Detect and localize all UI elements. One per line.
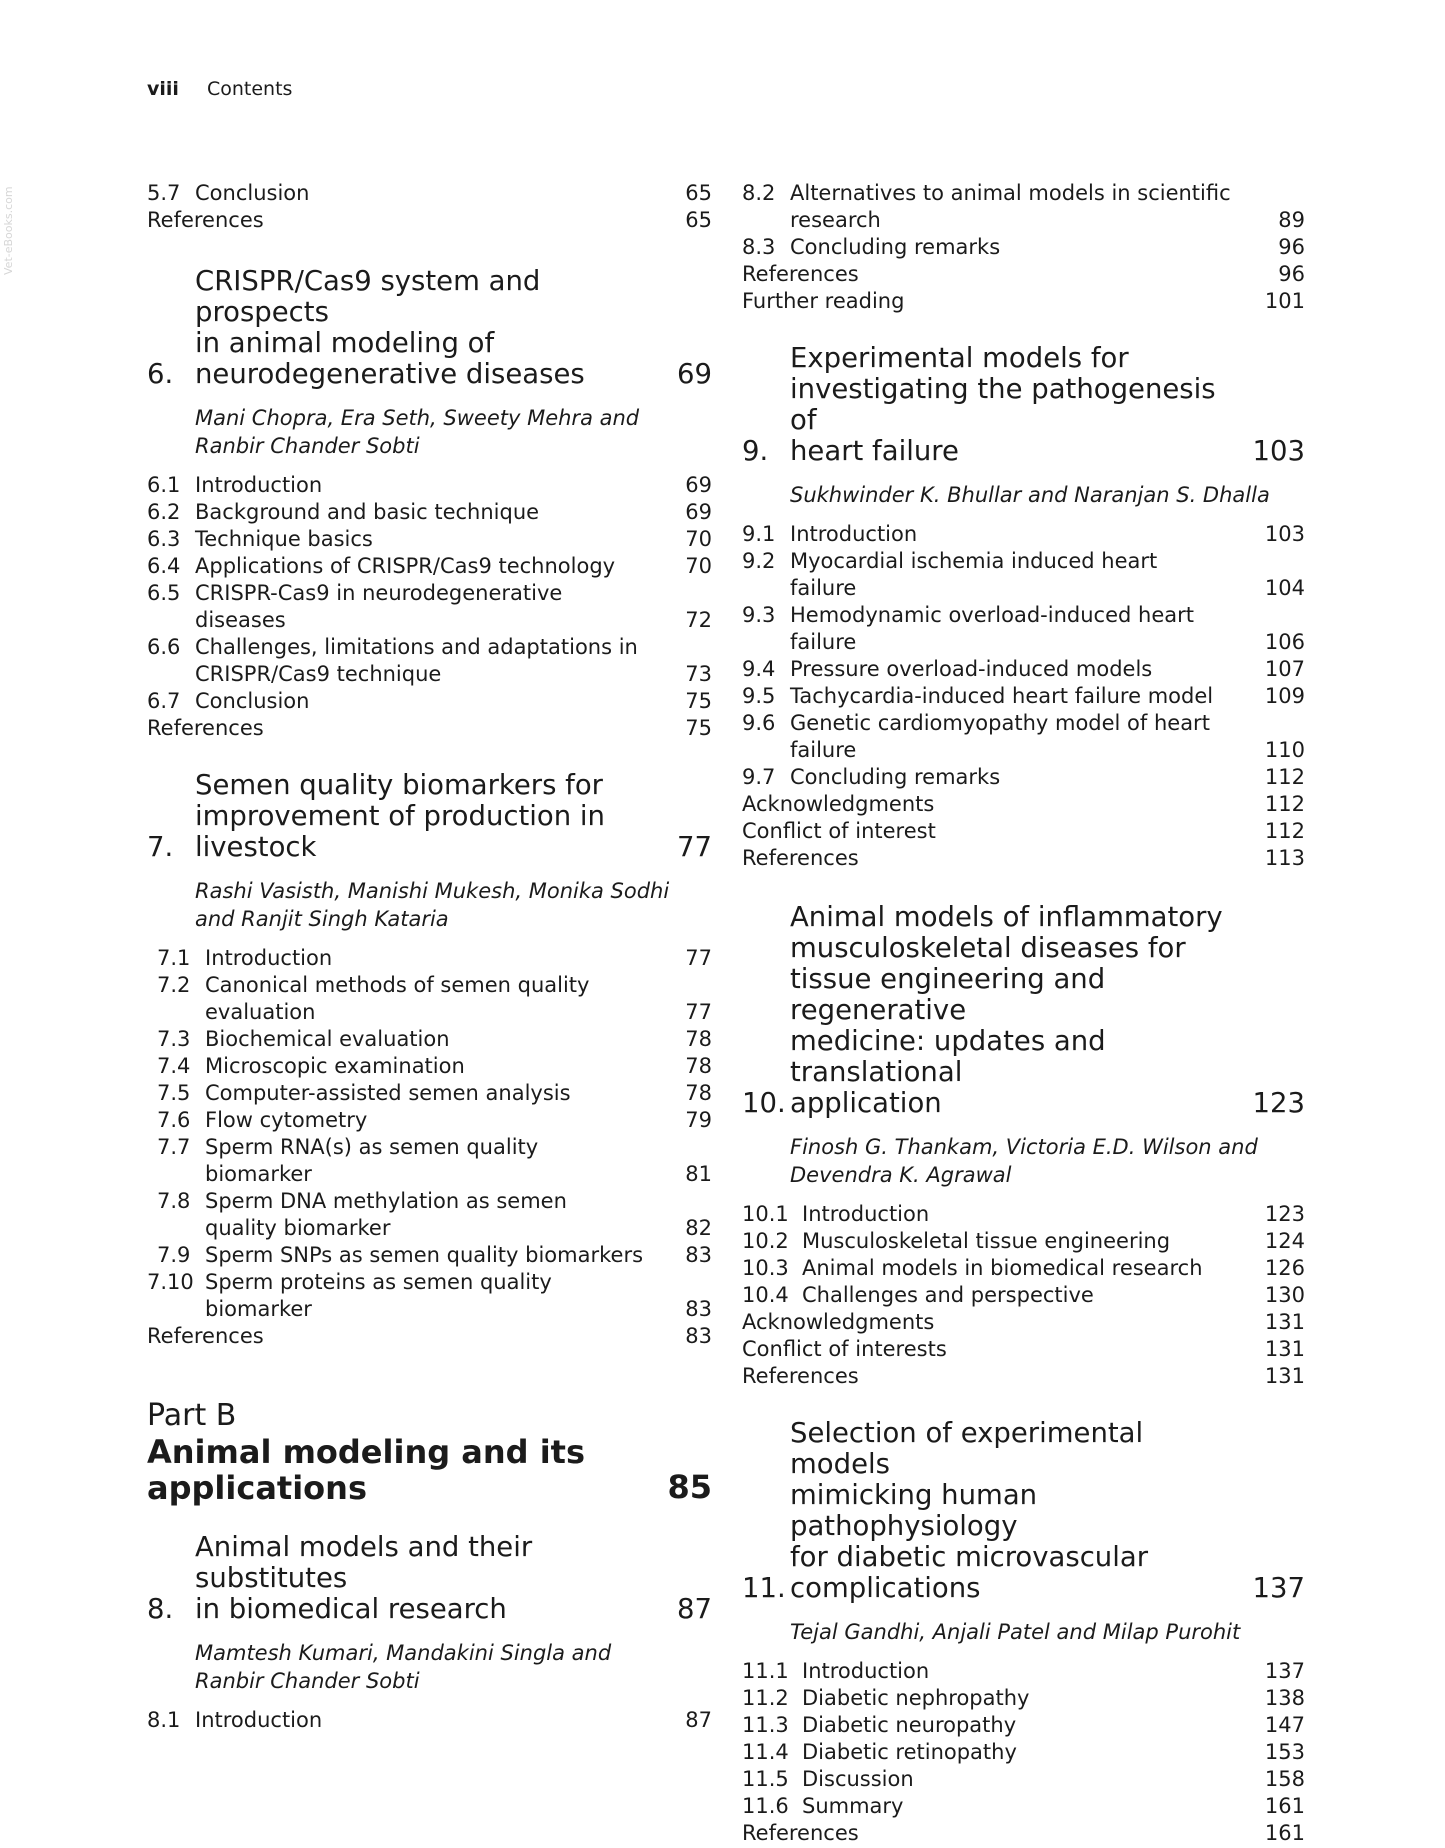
toc-entry[interactable] bbox=[147, 1323, 712, 1350]
entry-page: 112 bbox=[1264, 792, 1305, 816]
entry-title: Challenges, limitations and adaptations in bbox=[195, 635, 638, 659]
toc-entry[interactable] bbox=[742, 845, 1305, 872]
entry-page: 103 bbox=[1264, 522, 1305, 546]
entry-title: Biochemical evaluation bbox=[205, 1027, 450, 1051]
author-line: Ranbir Chander Sobti bbox=[195, 434, 420, 458]
entry-title: References bbox=[147, 208, 264, 232]
toc-entry[interactable] bbox=[147, 1053, 712, 1080]
chapter-title-line: tissue engineering and regenerative bbox=[790, 963, 1106, 1026]
toc-entry[interactable] bbox=[742, 1309, 1305, 1336]
entry-title: Introduction bbox=[205, 946, 333, 970]
entry-title: Introduction bbox=[802, 1659, 930, 1683]
entry-page: 123 bbox=[1264, 1202, 1305, 1226]
running-header bbox=[147, 78, 292, 100]
author-line: Mamtesh Kumari, Mandakini Singla and bbox=[195, 1641, 612, 1665]
chapter-title-line: Animal models of inflammatory bbox=[790, 901, 1223, 933]
entry-page: 73 bbox=[685, 662, 712, 686]
header-title: Contents bbox=[206, 78, 293, 100]
chapter-title-line: in animal modeling of bbox=[195, 327, 495, 359]
entry-number: 11.4 bbox=[742, 1740, 789, 1764]
chapter-title-line: livestock bbox=[195, 831, 317, 863]
entry-page: 70 bbox=[685, 554, 712, 578]
entry-page: 113 bbox=[1264, 846, 1305, 870]
entry-page: 82 bbox=[685, 1216, 712, 1240]
entry-title: Pressure overload-induced models bbox=[790, 657, 1153, 681]
toc-entry[interactable] bbox=[147, 945, 712, 972]
entry-page: 96 bbox=[1278, 262, 1305, 286]
chapter-number: 6. bbox=[147, 358, 174, 390]
entry-number: 7.6 bbox=[157, 1108, 191, 1132]
entry-page: 107 bbox=[1264, 657, 1305, 681]
entry-title: Musculoskeletal tissue engineering bbox=[802, 1229, 1171, 1253]
toc-entry[interactable] bbox=[147, 715, 712, 742]
entry-title-cont: failure bbox=[790, 738, 857, 762]
toc-entry[interactable] bbox=[742, 1793, 1305, 1820]
toc-entry[interactable] bbox=[742, 521, 1305, 548]
toc-entry[interactable] bbox=[742, 548, 1305, 602]
chapter-title-line: mimicking human pathophysiology bbox=[790, 1479, 1038, 1542]
part-title-line: applications bbox=[147, 1469, 367, 1507]
entry-number: 9.4 bbox=[742, 657, 776, 681]
chapter-page: 69 bbox=[677, 358, 712, 390]
toc-entry[interactable] bbox=[147, 1188, 712, 1242]
toc-entry[interactable] bbox=[147, 553, 712, 580]
entry-number: 6.7 bbox=[147, 689, 181, 713]
toc-entry[interactable] bbox=[742, 1228, 1305, 1255]
toc-entry[interactable] bbox=[742, 1201, 1305, 1228]
entry-number: 10.4 bbox=[742, 1283, 789, 1307]
entry-number: 7.8 bbox=[157, 1189, 191, 1213]
entry-page: 147 bbox=[1264, 1713, 1305, 1737]
chapter-page: 123 bbox=[1252, 1087, 1305, 1119]
entry-title: Microscopic examination bbox=[205, 1054, 465, 1078]
part-page: 85 bbox=[667, 1468, 712, 1506]
entry-number: 7.2 bbox=[157, 973, 191, 997]
entry-title: Animal models in biomedical research bbox=[802, 1256, 1203, 1280]
entry-title: CRISPR-Cas9 in neurodegenerative bbox=[195, 581, 563, 605]
toc-entry[interactable] bbox=[742, 764, 1305, 791]
entry-page: 69 bbox=[685, 500, 712, 524]
entry-number: 6.2 bbox=[147, 500, 181, 524]
entry-title: Tachycardia-induced heart failure model bbox=[790, 684, 1214, 708]
entry-title: Flow cytometry bbox=[205, 1108, 368, 1132]
part-label: Part B bbox=[147, 1398, 237, 1433]
entry-page: 96 bbox=[1278, 235, 1305, 259]
entry-page: 110 bbox=[1264, 738, 1305, 762]
chapter-heading[interactable] bbox=[742, 343, 1305, 467]
toc-entry[interactable] bbox=[147, 207, 712, 234]
chapter-authors bbox=[147, 404, 712, 460]
author-line: Mani Chopra, Era Seth, Sweety Mehra and bbox=[195, 406, 640, 430]
entry-title: Conclusion bbox=[195, 689, 310, 713]
chapter-title-line: complications bbox=[790, 1572, 981, 1604]
chapter-number: 9. bbox=[742, 435, 769, 467]
entry-title: Introduction bbox=[790, 522, 918, 546]
entry-page: 161 bbox=[1264, 1794, 1305, 1818]
entry-number: 9.5 bbox=[742, 684, 776, 708]
chapter-title-line: Animal models and their substitutes bbox=[195, 1531, 533, 1594]
toc-entry[interactable] bbox=[742, 791, 1305, 818]
chapter-authors bbox=[147, 1639, 712, 1695]
entry-title-cont: research bbox=[790, 208, 881, 232]
entry-page: 81 bbox=[685, 1162, 712, 1186]
entry-page: 78 bbox=[685, 1054, 712, 1078]
author-line: Finosh G. Thankam, Victoria E.D. Wilson and bbox=[790, 1135, 1258, 1159]
entry-title: Applications of CRISPR/Cas9 technology bbox=[195, 554, 616, 578]
entry-page: 77 bbox=[685, 1000, 712, 1024]
entry-page: 72 bbox=[685, 608, 712, 632]
chapter-heading[interactable] bbox=[147, 770, 712, 863]
chapter-page: 77 bbox=[677, 831, 712, 863]
toc-entry[interactable] bbox=[147, 1107, 712, 1134]
entry-title: Challenges and perspective bbox=[802, 1283, 1094, 1307]
chapter-heading[interactable] bbox=[147, 1532, 712, 1625]
chapter-title-line: Selection of experimental models bbox=[790, 1417, 1144, 1480]
entry-title: Acknowledgments bbox=[742, 792, 935, 816]
entry-page: 78 bbox=[685, 1027, 712, 1051]
entry-title: References bbox=[147, 1324, 264, 1348]
chapter-title-line: medicine: updates and translational bbox=[790, 1025, 1106, 1088]
toc-entry[interactable] bbox=[742, 1363, 1305, 1390]
entry-number: 7.9 bbox=[157, 1243, 191, 1267]
entry-page: 83 bbox=[685, 1243, 712, 1267]
entry-title-cont: failure bbox=[790, 630, 857, 654]
entry-title: Concluding remarks bbox=[790, 235, 1001, 259]
toc-entry[interactable] bbox=[147, 580, 712, 634]
chapter-authors bbox=[147, 877, 712, 933]
author-line: Sukhwinder K. Bhullar and Naranjan S. Dhalla bbox=[790, 483, 1270, 507]
entry-title-cont: diseases bbox=[195, 608, 286, 632]
entry-page: 126 bbox=[1264, 1256, 1305, 1280]
entry-page: 65 bbox=[685, 208, 712, 232]
entry-page: 158 bbox=[1264, 1767, 1305, 1791]
toc-entry[interactable] bbox=[147, 688, 712, 715]
entry-number: 9.7 bbox=[742, 765, 776, 789]
entry-number: 9.6 bbox=[742, 711, 776, 735]
entry-number: 7.4 bbox=[157, 1054, 191, 1078]
toc-entry[interactable] bbox=[147, 634, 712, 688]
entry-number: 11.5 bbox=[742, 1767, 789, 1791]
toc-entry[interactable] bbox=[742, 1685, 1305, 1712]
entry-page: 124 bbox=[1264, 1229, 1305, 1253]
entry-title: Sperm SNPs as semen quality biomarkers bbox=[205, 1243, 644, 1267]
entry-title-cont: quality biomarker bbox=[205, 1216, 391, 1240]
entry-number: 6.4 bbox=[147, 554, 181, 578]
entry-title: Conclusion bbox=[195, 181, 310, 205]
watermark: Vet-eBooks.com bbox=[2, 186, 15, 275]
entry-page: 65 bbox=[685, 181, 712, 205]
header-page-number: viii bbox=[147, 78, 179, 100]
entry-page: 83 bbox=[685, 1324, 712, 1348]
entry-title: References bbox=[147, 716, 264, 740]
entry-title: Technique basics bbox=[195, 527, 373, 551]
entry-number: 7.7 bbox=[157, 1135, 191, 1159]
entry-number: 11.2 bbox=[742, 1686, 789, 1710]
chapter-title-line: for diabetic microvascular bbox=[790, 1541, 1149, 1573]
entry-title: References bbox=[742, 1821, 859, 1845]
entry-number: 10.3 bbox=[742, 1256, 789, 1280]
chapter-number: 8. bbox=[147, 1593, 174, 1625]
entry-title: Introduction bbox=[802, 1202, 930, 1226]
author-line: Devendra K. Agrawal bbox=[790, 1163, 1012, 1187]
entry-title: Acknowledgments bbox=[742, 1310, 935, 1334]
toc-entry[interactable] bbox=[742, 1739, 1305, 1766]
chapter-page: 137 bbox=[1252, 1572, 1305, 1604]
chapter-title-line: improvement of production in bbox=[195, 800, 605, 832]
toc-entry[interactable] bbox=[742, 1658, 1305, 1685]
toc-entry[interactable] bbox=[147, 526, 712, 553]
entry-title: References bbox=[742, 846, 859, 870]
entry-number: 8.3 bbox=[742, 235, 776, 259]
entry-title-cont: biomarker bbox=[205, 1297, 312, 1321]
toc-entry[interactable] bbox=[742, 1255, 1305, 1282]
entry-number: 6.6 bbox=[147, 635, 181, 659]
entry-number: 9.2 bbox=[742, 549, 776, 573]
entry-number: 9.1 bbox=[742, 522, 776, 546]
entry-title: Concluding remarks bbox=[790, 765, 1001, 789]
entry-title: Summary bbox=[802, 1794, 904, 1818]
entry-title-cont: evaluation bbox=[205, 1000, 316, 1024]
chapter-title-line: neurodegenerative diseases bbox=[195, 358, 585, 390]
entry-page: 83 bbox=[685, 1297, 712, 1321]
entry-number: 7.5 bbox=[157, 1081, 191, 1105]
entry-title: Conflict of interests bbox=[742, 1337, 947, 1361]
chapter-page: 87 bbox=[677, 1593, 712, 1625]
chapter-title-line: CRISPR/Cas9 system and prospects bbox=[195, 265, 541, 328]
author-line: Ranbir Chander Sobti bbox=[195, 1669, 420, 1693]
toc-entry[interactable] bbox=[147, 1269, 712, 1323]
toc-entry[interactable] bbox=[147, 472, 712, 499]
entry-page: 130 bbox=[1264, 1283, 1305, 1307]
toc-entry[interactable] bbox=[147, 1080, 712, 1107]
entry-page: 112 bbox=[1264, 765, 1305, 789]
entry-title: Myocardial ischemia induced heart bbox=[790, 549, 1158, 573]
entry-title: Introduction bbox=[195, 1708, 323, 1732]
entry-title: References bbox=[742, 262, 859, 286]
toc-entry[interactable] bbox=[147, 1134, 712, 1188]
chapter-number: 7. bbox=[147, 831, 174, 863]
entry-page: 70 bbox=[685, 527, 712, 551]
entry-title-cont: failure bbox=[790, 576, 857, 600]
chapter-heading[interactable] bbox=[742, 1418, 1305, 1604]
entry-title: Further reading bbox=[742, 289, 905, 313]
chapter-title-line: application bbox=[790, 1087, 942, 1119]
toc-entry[interactable] bbox=[742, 656, 1305, 683]
entry-title: Sperm proteins as semen quality bbox=[205, 1270, 552, 1294]
entry-number: 6.3 bbox=[147, 527, 181, 551]
entry-title: Diabetic nephropathy bbox=[802, 1686, 1030, 1710]
entry-page: 75 bbox=[685, 716, 712, 740]
entry-title: Computer-assisted semen analysis bbox=[205, 1081, 571, 1105]
entry-title: Discussion bbox=[802, 1767, 914, 1791]
author-line: Tejal Gandhi, Anjali Patel and Milap Purohit bbox=[790, 1620, 1241, 1644]
toc-left-column bbox=[147, 180, 712, 1734]
chapter-page: 103 bbox=[1252, 435, 1305, 467]
chapter-title-line: musculoskeletal diseases for bbox=[790, 932, 1186, 964]
chapter-authors bbox=[742, 1618, 1305, 1646]
chapter-title-line: heart failure bbox=[790, 435, 959, 467]
toc-entry[interactable] bbox=[742, 818, 1305, 845]
toc-entry[interactable] bbox=[742, 710, 1305, 764]
entry-number: 5.7 bbox=[147, 181, 181, 205]
entry-title: Canonical methods of semen quality bbox=[205, 973, 590, 997]
toc-entry[interactable] bbox=[742, 602, 1305, 656]
entry-page: 78 bbox=[685, 1081, 712, 1105]
entry-page: 137 bbox=[1264, 1659, 1305, 1683]
entry-page: 106 bbox=[1264, 630, 1305, 654]
entry-page: 131 bbox=[1264, 1364, 1305, 1388]
entry-page: 153 bbox=[1264, 1740, 1305, 1764]
entry-title-cont: CRISPR/Cas9 technique bbox=[195, 662, 442, 686]
entry-number: 7.10 bbox=[147, 1270, 194, 1294]
entry-number: 6.1 bbox=[147, 473, 181, 497]
entry-number: 9.3 bbox=[742, 603, 776, 627]
toc-entry[interactable] bbox=[147, 1242, 712, 1269]
toc-right-column bbox=[742, 180, 1305, 1847]
entry-page: 131 bbox=[1264, 1337, 1305, 1361]
toc-entry[interactable] bbox=[742, 234, 1305, 261]
toc-entry[interactable] bbox=[742, 1336, 1305, 1363]
entry-title: Diabetic retinopathy bbox=[802, 1740, 1017, 1764]
toc-entry[interactable] bbox=[147, 499, 712, 526]
chapter-heading[interactable] bbox=[742, 902, 1305, 1119]
entry-page: 77 bbox=[685, 946, 712, 970]
entry-number: 11.3 bbox=[742, 1713, 789, 1737]
entry-number: 7.3 bbox=[157, 1027, 191, 1051]
entry-title: Diabetic neuropathy bbox=[802, 1713, 1017, 1737]
entry-title: Background and basic technique bbox=[195, 500, 540, 524]
author-line: Rashi Vasisth, Manishi Mukesh, Monika Sodhi bbox=[195, 879, 670, 903]
entry-title: Genetic cardiomyopathy model of heart bbox=[790, 711, 1210, 735]
entry-page: 161 bbox=[1264, 1821, 1305, 1845]
toc-entry[interactable] bbox=[147, 1026, 712, 1053]
entry-page: 112 bbox=[1264, 819, 1305, 843]
entry-title-cont: biomarker bbox=[205, 1162, 312, 1186]
entry-number: 8.2 bbox=[742, 181, 776, 205]
toc-entry[interactable] bbox=[742, 180, 1305, 234]
toc-entry[interactable] bbox=[742, 1820, 1305, 1847]
entry-title: Conflict of interest bbox=[742, 819, 936, 843]
author-line: and Ranjit Singh Kataria bbox=[195, 907, 449, 931]
chapter-title-line: Semen quality biomarkers for bbox=[195, 769, 603, 801]
entry-page: 109 bbox=[1264, 684, 1305, 708]
chapter-title-line: Experimental models for bbox=[790, 342, 1129, 374]
toc-entry[interactable] bbox=[742, 261, 1305, 288]
entry-number: 7.1 bbox=[157, 946, 191, 970]
entry-number: 6.5 bbox=[147, 581, 181, 605]
entry-page: 75 bbox=[685, 689, 712, 713]
toc-entry[interactable] bbox=[742, 288, 1305, 315]
entry-number: 8.1 bbox=[147, 1708, 181, 1732]
entry-title: Hemodynamic overload-induced heart bbox=[790, 603, 1194, 627]
chapter-number: 10. bbox=[742, 1087, 786, 1119]
part-title-line: Animal modeling and its bbox=[147, 1433, 585, 1471]
part-heading[interactable] bbox=[147, 1398, 712, 1506]
entry-title: References bbox=[742, 1364, 859, 1388]
entry-page: 101 bbox=[1264, 289, 1305, 313]
entry-number: 10.1 bbox=[742, 1202, 789, 1226]
entry-page: 104 bbox=[1264, 576, 1305, 600]
entry-page: 138 bbox=[1264, 1686, 1305, 1710]
toc-entry[interactable] bbox=[742, 683, 1305, 710]
entry-title: Sperm RNA(s) as semen quality bbox=[205, 1135, 539, 1159]
chapter-number: 11. bbox=[742, 1572, 786, 1604]
toc-entry[interactable] bbox=[147, 180, 712, 207]
entry-page: 89 bbox=[1278, 208, 1305, 232]
chapter-heading[interactable] bbox=[147, 266, 712, 390]
toc-entry[interactable] bbox=[147, 972, 712, 1026]
entry-title: Introduction bbox=[195, 473, 323, 497]
toc-entry[interactable] bbox=[742, 1712, 1305, 1739]
chapter-title-line: investigating the pathogenesis of bbox=[790, 373, 1216, 436]
entry-title: Sperm DNA methylation as semen bbox=[205, 1189, 567, 1213]
entry-number: 11.1 bbox=[742, 1659, 789, 1683]
entry-page: 69 bbox=[685, 473, 712, 497]
chapter-authors bbox=[742, 1133, 1305, 1189]
toc-entry[interactable] bbox=[742, 1766, 1305, 1793]
entry-number: 10.2 bbox=[742, 1229, 789, 1253]
chapter-title-line: in biomedical research bbox=[195, 1593, 507, 1625]
chapter-authors bbox=[742, 481, 1305, 509]
toc-entry[interactable] bbox=[147, 1707, 712, 1734]
entry-title: Alternatives to animal models in scientific bbox=[790, 181, 1231, 205]
entry-page: 79 bbox=[685, 1108, 712, 1132]
toc-entry[interactable] bbox=[742, 1282, 1305, 1309]
entry-number: 11.6 bbox=[742, 1794, 789, 1818]
entry-page: 131 bbox=[1264, 1310, 1305, 1334]
entry-page: 87 bbox=[685, 1708, 712, 1732]
